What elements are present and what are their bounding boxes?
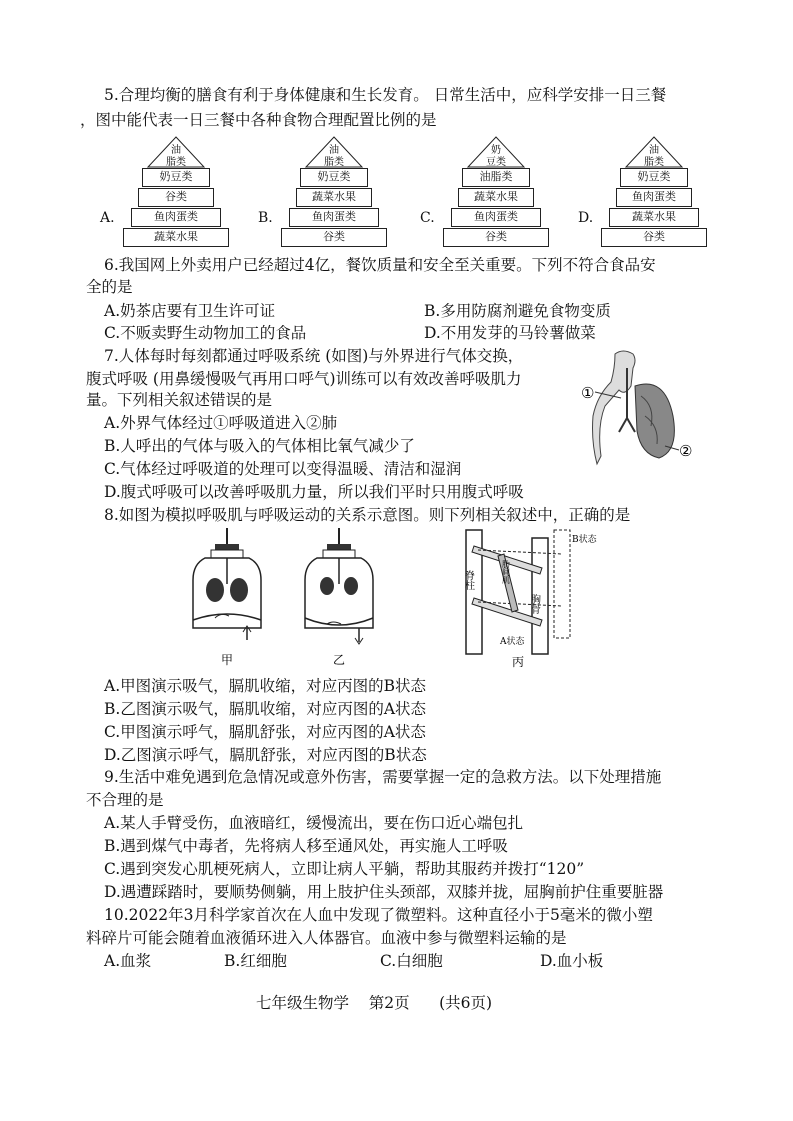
- q10-option-a: A.血浆: [104, 952, 152, 970]
- food-pyramid-b: [258, 136, 388, 248]
- q10-stem-line1: 10.2022年3月科学家首次在人血中发现了微塑料。这种直径小于5毫米的微小塑: [104, 906, 653, 924]
- food-pyramid-c: [420, 136, 550, 248]
- q6-option-b: B.多用防腐剂避免食物变质: [424, 302, 611, 320]
- q7-option-b: B.人呼出的气体与吸入的气体相比氧气减少了: [104, 437, 415, 455]
- svg-text:奶: 奶: [491, 145, 501, 156]
- pyramid-option-letter: A.: [100, 210, 115, 226]
- q7-option-d: D.腹式呼吸可以改善呼吸肌力量，所以我们平时只用腹式呼吸: [104, 483, 524, 501]
- pyramid-tier: 鱼肉蛋类: [616, 188, 692, 207]
- q9-option-b: B.遇到煤气中毒者，先将病人移至通风处，再实施人工呼吸: [104, 837, 508, 855]
- state-a-label: A状态: [500, 637, 525, 647]
- q6-option-c: C.不贩卖野生动物加工的食品: [104, 324, 307, 342]
- label-jia: 甲: [221, 653, 234, 667]
- pyramid-tier: 鱼肉蛋类: [131, 208, 221, 227]
- q8-option-b: B.乙图演示吸气，膈肌收缩，对应丙图的A状态: [104, 700, 427, 718]
- q7-option-a: A.外界气体经过①呼吸道进入②肺: [104, 414, 338, 432]
- pyramid-top-tier: [146, 136, 206, 168]
- label-bing: 丙: [512, 655, 525, 669]
- q8-option-d: D.乙图演示呼气，膈肌舒张，对应丙图的B状态: [104, 746, 427, 764]
- q6-stem-line1: 6.我国网上外卖用户已经超过4亿，餐饮质量和安全至关重要。下列不符合食品安: [104, 256, 656, 274]
- svg-text:脂类: 脂类: [644, 157, 664, 168]
- pyramid-tier: 蔬菜水果: [296, 188, 372, 207]
- pyramid-tier: 蔬菜水果: [458, 188, 534, 207]
- q8-option-c: C.甲图演示呼气，膈肌舒张，对应丙图的A状态: [104, 723, 426, 741]
- spine-label: 脊柱: [462, 570, 474, 590]
- pyramid-option-letter: C.: [420, 210, 435, 226]
- q9-option-c: C.遇到突发心肌梗死病人，立即让病人平躺，帮助其服药并拨打“120”: [104, 860, 585, 878]
- pyramid-tier: 谷类: [443, 228, 549, 247]
- state-b-label: B状态: [572, 535, 597, 545]
- bell-jar-yi: [305, 528, 373, 644]
- pyramid-tier: 鱼肉蛋类: [451, 208, 541, 227]
- pyramid-tier: 蔬菜水果: [123, 228, 229, 247]
- respiratory-system-figure: [575, 346, 705, 471]
- svg-text:油: 油: [649, 145, 659, 156]
- pyramid-option-letter: B.: [258, 210, 273, 226]
- q7-stem-line3: 量。下列相关叙述错误的是: [86, 391, 273, 409]
- rib-model-figure: [458, 524, 618, 672]
- q10-option-d: D.血小板: [540, 952, 604, 970]
- q5-stem-line2: ，图中能代表一日三餐中各种食物合理配置比例的是: [80, 111, 437, 129]
- q10-stem-line2: 料碎片可能会随着血液循环进入人体器官。血液中参与微塑料运输的是: [86, 929, 567, 947]
- pyramid-tier: 谷类: [601, 228, 707, 247]
- marker-2: ②: [679, 442, 693, 460]
- pyramid-top-tier: [624, 136, 684, 168]
- svg-text:豆类: 豆类: [486, 157, 506, 168]
- q9-stem-line2: 不合理的是: [86, 791, 164, 809]
- label-yi: 乙: [333, 653, 346, 667]
- q10-option-b: B.红细胞: [224, 952, 287, 970]
- sternum-label: 胸骨: [528, 594, 540, 614]
- q7-stem-line1: 7.人体每时每刻都通过呼吸系统 (如图)与外界进行气体交换，: [104, 347, 524, 365]
- q7-stem-line2: 腹式呼吸 (用鼻缓慢吸气再用口呼气)训练可以有效改善呼吸肌力: [86, 370, 522, 388]
- page-footer: 七年级生物学 第2页 (共6页): [256, 994, 493, 1012]
- q8-stem-line1: 8.如图为模拟呼吸肌与呼吸运动的关系示意图。则下列相关叙述中，正确的是: [104, 506, 631, 524]
- svg-text:脂类: 脂类: [166, 157, 186, 168]
- muscle-label: 肋间肌: [501, 560, 511, 584]
- q7-option-c: C.气体经过呼吸道的处理可以变得温暖、清洁和湿润: [104, 460, 462, 478]
- pyramid-option-letter: D.: [578, 210, 594, 226]
- pyramid-tier: 鱼肉蛋类: [289, 208, 379, 227]
- q9-option-d: D.遇遭踩踏时，要顺势侧躺，用上肢护住头颈部，双膝并拢，屈胸前护住重要脏器: [104, 883, 664, 901]
- q9-stem-line1: 9.生活中难免遇到危急情况或意外伤害，需要掌握一定的急救方法。以下处理措施: [104, 768, 662, 786]
- svg-text:油: 油: [171, 145, 181, 156]
- bell-jar-jia: [193, 528, 261, 640]
- pyramid-tier: 奶豆类: [300, 168, 368, 187]
- pyramid-tier: 奶豆类: [620, 168, 688, 187]
- pyramid-tier: 油脂类: [462, 168, 530, 187]
- svg-text:油: 油: [329, 145, 339, 156]
- q6-stem-line2: 全的是: [86, 278, 133, 296]
- svg-text:脂类: 脂类: [324, 157, 344, 168]
- q6-option-d: D.不用发芽的马铃薯做菜: [424, 324, 596, 342]
- q9-option-a: A.某人手臂受伤，血液暗红，缓慢流出，要在伤口近心端包扎: [104, 814, 524, 832]
- pyramid-top-tier: [466, 136, 526, 168]
- marker-1: ①: [581, 384, 595, 402]
- q6-option-a: A.奶茶店要有卫生许可证: [104, 302, 276, 320]
- food-pyramid-a: [100, 136, 230, 248]
- food-pyramid-d: [578, 136, 708, 248]
- pyramid-tier: 奶豆类: [142, 168, 210, 187]
- pyramid-top-tier: [304, 136, 364, 168]
- pyramid-tier: 谷类: [281, 228, 387, 247]
- pyramid-tier: 蔬菜水果: [609, 208, 699, 227]
- bell-jar-models-figure: [185, 528, 385, 668]
- q5-stem-line1: 5.合理均衡的膳食有利于身体健康和生长发育。 日常生活中，应科学安排一日三餐: [104, 86, 667, 104]
- pyramid-tier: 谷类: [138, 188, 214, 207]
- q8-option-a: A.甲图演示吸气，膈肌收缩，对应丙图的B状态: [104, 677, 427, 695]
- q10-option-c: C.白细胞: [380, 952, 443, 970]
